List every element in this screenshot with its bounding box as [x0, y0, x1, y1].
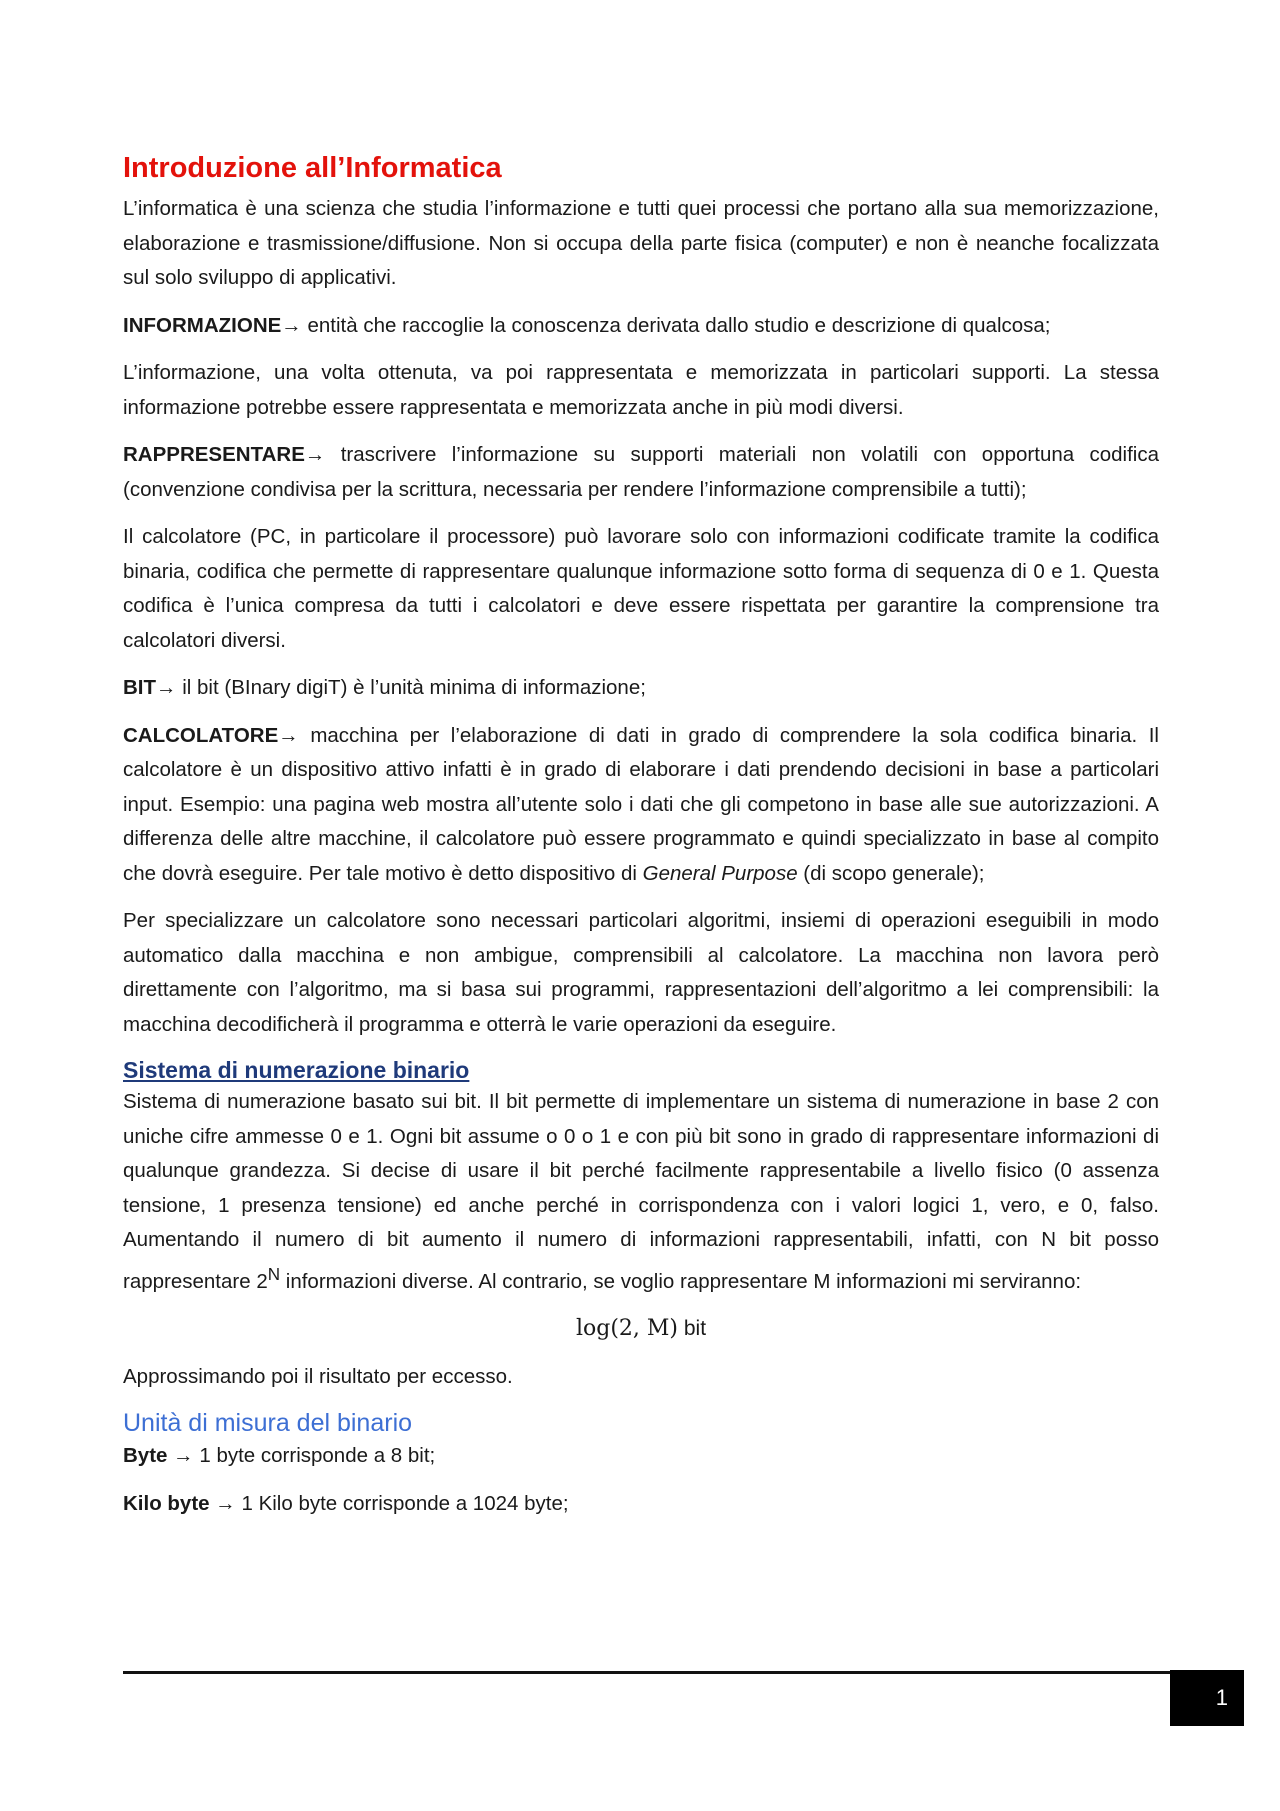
algoritmi-paragraph: Per specializzare un calcolatore sono necessari particolari algoritmi, insiemi di operazioni eseguibili in modo automatico dalla macchina e non ambigue, comprensibili al calcolatore. La macchina non lavora però direttamente con l’algoritmo, ma si basa sui programmi, rappresentazioni dell’algoritmo a lei comprensibili: la macchina decodificherà il programma e otterrà le varie operazioni da eseguire.: [123, 909, 1159, 1036]
definition-calcolatore: [123, 719, 1159, 892]
approssimando-paragraph: Approssimando poi il risultato per eccesso.: [123, 1364, 513, 1388]
kilobyte-text: 1 Kilo byte corrisponde a 1024 byte;: [241, 1491, 569, 1515]
page-number: 1: [1215, 1685, 1228, 1710]
kilobyte-definition: [123, 1487, 1159, 1522]
binario-paragraph: [123, 1085, 1159, 1299]
arrow-icon: →: [209, 1491, 242, 1515]
definition-informazione: [123, 309, 1159, 344]
term-byte: Byte: [123, 1444, 168, 1468]
binario-text: Sistema di numerazione basato sui bit. Il bit permette di implementare un sistema di numerazione in base 2 con uniche cifre ammesse 0 e 1. Ogni bit assume o 0 o 1 e con più bit sono in grado di rappresentare informazioni di qualunque grandezza. Si decise di usare il bit perché facilmente rappresentabile a livello fisico (0 assenza tensione, 1 presenza tensione) ed anche perché in corrispondenza con i valori logici 1, vero, e 0, falso. Aumentando il numero di bit aumento il numero di informazioni rappresentabili, infatti, con N bit posso rappresentare 2: [123, 1090, 1159, 1293]
arrow-icon: →: [156, 676, 177, 699]
definition-text: entità che raccoglie la conoscenza derivata dallo studio e descrizione di qualcosa;: [301, 313, 1051, 337]
definition-text: il bit (BInary digiT) è l’unità minima di informazione;: [176, 676, 646, 699]
term-rappresentare: RAPPRESENTARE: [123, 443, 305, 466]
document-title: Introduzione all’Informatica: [123, 152, 502, 184]
intro-paragraph: L’informatica è una scienza che studia l’informazione e tutti quei processi che portano alla sua memorizzazione, elaborazione e trasmissione/diffusione. Non si occupa della parte fisica (computer) e non è neanche focalizzata sul solo sviluppo di applicativi.: [123, 197, 1159, 289]
byte-definition: [123, 1439, 1159, 1474]
term-calcolatore: CALCOLATORE: [123, 723, 279, 747]
definition-rappresentare: [123, 438, 1159, 507]
calcolatore-paragraph: Il calcolatore (PC, in particolare il processore) può lavorare solo con informazioni codificate tramite la codifica binaria, codifica che permette di rappresentare qualunque informazione sotto forma di sequenza di 0 e 1. Questa codifica è l’unica compresa da tutti i calcolatori e deve essere rispettata per garantire la comprensione tra calcolatori diversi.: [123, 525, 1159, 652]
general-purpose-term: General Purpose: [642, 861, 798, 885]
arrow-icon: →: [304, 443, 326, 466]
superscript-n: N: [267, 1264, 281, 1284]
formula-expression: log(2, M): [575, 1315, 679, 1341]
definition-text-end: (di scopo generale);: [797, 861, 985, 885]
definition-bit: [123, 671, 1159, 706]
footer-rule: [123, 1671, 1170, 1674]
log-formula: [123, 1312, 1159, 1346]
term-kilobyte: Kilo byte: [123, 1491, 210, 1515]
definition-text: trascrivere l’informazione su supporti materiali non volatili con opportuna codifica (convenzione condivisa per la scrittura, necessaria per rendere l’informazione comprensibile a tutti);: [123, 443, 1159, 501]
byte-text: 1 byte corrisponde a 8 bit;: [199, 1444, 436, 1468]
arrow-icon: →: [278, 723, 299, 747]
binario-text-end: informazioni diverse. Al contrario, se voglio rappresentare M informazioni mi serviranno:: [280, 1269, 1082, 1293]
formula-unit: bit: [678, 1316, 707, 1340]
arrow-icon: →: [281, 313, 302, 337]
section-heading-unita: Unità di misura del binario: [123, 1409, 413, 1438]
document-page: [123, 150, 1159, 1534]
section-heading-binario: Sistema di numerazione binario: [123, 1057, 470, 1083]
term-informazione: INFORMAZIONE: [123, 313, 282, 337]
term-bit: BIT: [123, 676, 157, 699]
page-number-box: [1170, 1670, 1244, 1726]
informazione-paragraph: L’informazione, una volta ottenuta, va poi rappresentata e memorizzata in particolari supporti. La stessa informazione potrebbe essere rappresentata e memorizzata anche in più modi diversi.: [123, 361, 1159, 419]
arrow-icon: →: [167, 1444, 200, 1468]
definition-text: macchina per l’elaborazione di dati in grado di comprendere la sola codifica binaria. Il calcolatore è un dispositivo attivo infatti è in grado di elaborare i dati prendendo decisioni in base a particolari input. Esempio: una pagina web mostra all’utente solo i dati che gli competono in base alle sue autorizzazioni. A differenza delle altre macchine, il calcolatore può essere programmato e quindi specializzato in base al compito che dovrà eseguire. Per tale motivo è detto dispositivo di: [123, 723, 1159, 885]
